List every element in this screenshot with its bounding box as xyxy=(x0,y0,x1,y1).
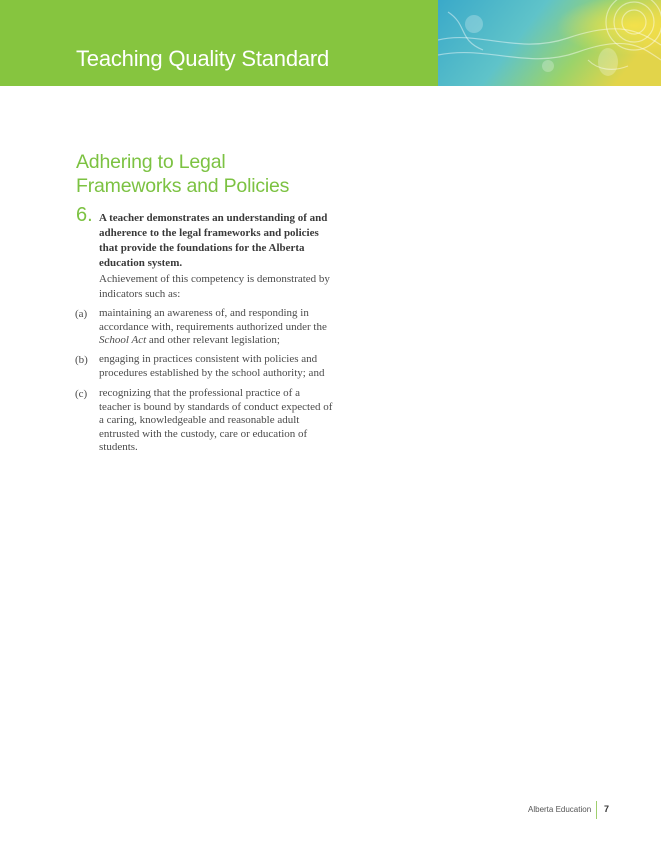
indicator-a-marker: (a) xyxy=(75,308,88,320)
indicator-a-text-part-2: and other relevant legislation; xyxy=(146,334,280,346)
competency-number: 6. xyxy=(76,204,93,226)
section-heading-line-2: Frameworks and Policies xyxy=(76,175,290,197)
competency-statement: A teacher demonstrates an understanding of and adherence to the legal frameworks and policies that provide the foundations for the Alberta education system. xyxy=(99,212,328,269)
indicator-c-marker: (c) xyxy=(75,388,88,400)
document-title: Teaching Quality Standard xyxy=(76,46,330,71)
school-act-reference: School Act xyxy=(99,334,147,346)
decorative-banner-image xyxy=(438,0,661,86)
indicator-c-text: recognizing that the professional practice of a teacher is bound by standards of conduct expected of a caring, knowledgeable and reasonable adult entrusted with the custody, care or education of students. xyxy=(99,387,333,453)
footer-publisher: Alberta Education xyxy=(528,805,592,814)
indicator-b-marker: (b) xyxy=(75,354,88,366)
page-number: 7 xyxy=(604,804,610,814)
section-heading-line-1: Adhering to Legal xyxy=(76,151,226,173)
indicator-b-text: engaging in practices consistent with policies and procedures established by the school authority; and xyxy=(99,353,325,379)
footer-divider xyxy=(596,801,597,819)
indicator-a-text xyxy=(99,307,334,348)
indicators-intro: Achievement of this competency is demonstrated by indicators such as: xyxy=(99,273,330,300)
section-heading xyxy=(76,150,376,198)
indicator-a-text-part-1: maintaining an awareness of, and responding in accordance with, requirements authorized under the xyxy=(99,307,327,333)
header-banner xyxy=(0,0,661,86)
